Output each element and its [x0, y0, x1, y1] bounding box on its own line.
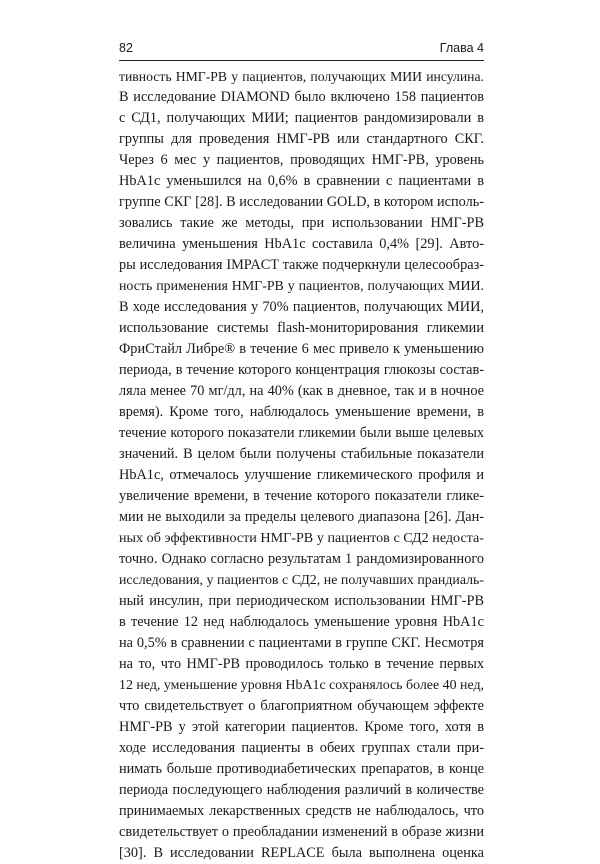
- text-line: увеличение времени, в течение которого показатели глике-: [119, 488, 484, 504]
- page-header: [119, 31, 484, 61]
- text-line: течение которого показатели гликемии были выше целевых: [119, 425, 484, 441]
- text-line: В ходе исследования у 70% пациентов, получающих МИИ,: [119, 299, 484, 315]
- text-line: использование системы flash-мониторирования гликемии: [119, 320, 484, 336]
- text-line: ный инсулин, при периодическом использовании НМГ-РВ: [119, 593, 484, 609]
- text-line: НМГ-РВ у этой категории пациентов. Кроме того, хотя в: [119, 719, 484, 735]
- text-line: ность применения НМГ-РВ у пациентов, получающих МИИ.: [119, 279, 484, 294]
- text-line: что свидетельствует о благоприятном обучающем эффекте: [119, 698, 484, 714]
- text-line: зовались такие же методы, при использовании НМГ-РВ: [119, 215, 484, 231]
- text-line: на то, что НМГ-РВ проводилось только в течение первых: [119, 656, 484, 672]
- text-line: свидетельствует о преобладании изменений в образе жизни: [119, 824, 484, 840]
- text-line: группе СКГ [28]. В исследовании GOLD, в котором исполь-: [119, 194, 484, 210]
- text-line: ры исследования IMPACT также подчеркнули целесообраз-: [119, 257, 484, 273]
- text-line: HbA1c, отмечалось улучшение гликемического профиля и: [119, 467, 484, 483]
- text-line: 12 нед, уменьшение уровня HbA1c сохранялось более 40 нед,: [119, 678, 484, 693]
- text-line: значений. В целом были получены стабильные показатели: [119, 446, 484, 462]
- text-line: тивность НМГ-РВ у пациентов, получающих МИИ инсулина.: [119, 69, 484, 84]
- text-line: ходе исследования пациенты в обеих группах стали при-: [119, 740, 484, 756]
- text-line: В исследование DIAMOND было включено 158 пациентов: [119, 89, 484, 105]
- page-number: 82: [119, 41, 133, 55]
- text-line: исследования, у пациентов с СД2, не получавших прандиаль-: [119, 573, 484, 588]
- text-line: точно. Однако согласно результатам 1 рандомизированного: [119, 551, 484, 567]
- chapter-label: Глава 4: [439, 41, 484, 55]
- text-line: ных об эффективности НМГ-РВ у пациентов с СД2 недоста-: [119, 530, 484, 546]
- text-line: мии не выходили за пределы целевого диапазона [26]. Дан-: [119, 509, 484, 525]
- text-line: время). Кроме того, наблюдалось уменьшение времени, в: [119, 404, 484, 420]
- text-line: Через 6 мес у пациентов, проводящих НМГ-РВ, уровень: [119, 152, 484, 168]
- text-line: ляла менее 70 мг/дл, на 40% (как в дневное, так и в ночное: [119, 383, 484, 399]
- text-line: в течение 12 нед наблюдалось уменьшение уровня HbA1c: [119, 614, 484, 630]
- text-line: группы для проведения НМГ-РВ или стандартного СКГ.: [119, 131, 484, 147]
- text-line: принимаемых лекарственных средств не наблюдалось, что: [119, 803, 484, 819]
- text-line: величина уменьшения HbA1c составила 0,4% [29]. Авто-: [119, 236, 484, 252]
- text-line: нимать больше противодиабетических препаратов, в конце: [119, 761, 484, 777]
- body-text: [119, 66, 484, 864]
- header-rule: [119, 60, 484, 61]
- text-line: [30]. В исследовании REPLACE была выполнена оценка: [119, 845, 484, 861]
- text-line: на 0,5% в сравнении с пациентами в группе СКГ. Несмотря: [119, 635, 484, 651]
- text-line: с СД1, получающих МИИ; пациентов рандомизировали в: [119, 110, 484, 126]
- text-line: периода последующего наблюдения различий в количестве: [119, 782, 484, 798]
- text-line: периода, в течение которого концентрация глюкозы состав-: [119, 362, 484, 378]
- text-line: ФриСтайл Либре® в течение 6 мес привело к уменьшению: [119, 341, 484, 357]
- text-line: HbA1c уменьшился на 0,6% в сравнении с пациентами в: [119, 173, 484, 189]
